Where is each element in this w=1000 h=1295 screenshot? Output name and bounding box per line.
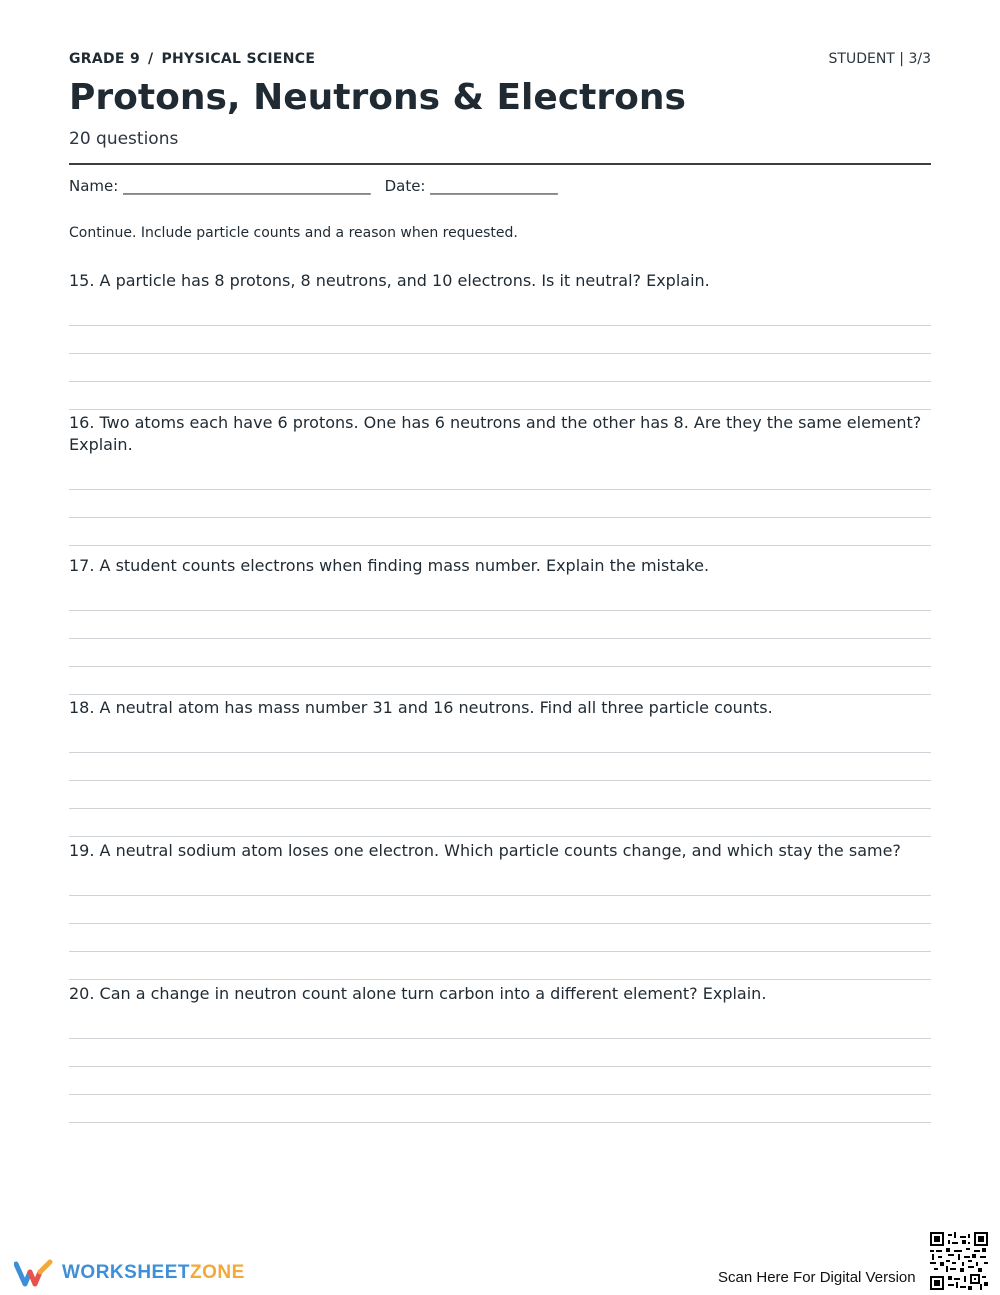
- student-fields: [69, 177, 931, 195]
- answer-line[interactable]: [69, 725, 931, 753]
- question-text: 16. Two atoms each have 6 protons. One has 6 neutrons and the other has 8. Are they the same element? Explain.: [69, 413, 922, 454]
- page-title: Protons, Neutrons & Electrons: [69, 77, 686, 118]
- question-text: 17. A student counts electrons when finding mass number. Explain the mistake.: [69, 556, 710, 575]
- question-19: [69, 840, 931, 980]
- answer-line[interactable]: [69, 1011, 931, 1039]
- answer-line[interactable]: [69, 490, 931, 518]
- question-18: [69, 697, 931, 837]
- header-bar: [69, 50, 931, 68]
- answer-line[interactable]: [69, 753, 931, 781]
- name-field[interactable]: Name: _________________________________: [69, 177, 371, 195]
- page-indicator: STUDENT | 3/3: [828, 51, 931, 67]
- answer-line[interactable]: [69, 809, 931, 837]
- answer-lines[interactable]: [69, 868, 931, 980]
- date-field[interactable]: Date: _________________: [384, 177, 558, 195]
- answer-line[interactable]: [69, 1095, 931, 1123]
- answer-line[interactable]: [69, 1067, 931, 1095]
- question-text: 15. A particle has 8 protons, 8 neutrons, and 10 electrons. Is it neutral? Explain.: [69, 271, 710, 290]
- answer-line[interactable]: [69, 781, 931, 809]
- answer-lines[interactable]: [69, 725, 931, 837]
- breadcrumb-separator: /: [148, 51, 154, 67]
- brand-logo[interactable]: [14, 1258, 245, 1288]
- answer-line[interactable]: [69, 924, 931, 952]
- brand-part-zone: ZONE: [190, 1262, 245, 1283]
- answer-line[interactable]: [69, 354, 931, 382]
- question-text: 19. A neutral sodium atom loses one electron. Which particle counts change, and which stay the same?: [69, 841, 901, 860]
- answer-lines[interactable]: [69, 583, 931, 695]
- answer-line[interactable]: [69, 583, 931, 611]
- brand-part-worksheet: WORKSHEET: [62, 1262, 190, 1283]
- answer-line[interactable]: [69, 611, 931, 639]
- answer-lines[interactable]: [69, 1011, 931, 1123]
- question-text: 20. Can a change in neutron count alone turn carbon into a different element? Explain.: [69, 984, 767, 1003]
- question-16: [69, 412, 931, 546]
- answer-line[interactable]: [69, 639, 931, 667]
- worksheet-page: [69, 50, 931, 241]
- subject-label: PHYSICAL SCIENCE: [161, 51, 316, 67]
- answer-line[interactable]: [69, 952, 931, 980]
- brand-name: [62, 1262, 245, 1284]
- answer-line[interactable]: [69, 462, 931, 490]
- answer-line[interactable]: [69, 667, 931, 695]
- instructions: Continue. Include particle counts and a reason when requested.: [69, 225, 518, 241]
- answer-line[interactable]: [69, 518, 931, 546]
- answer-lines[interactable]: [69, 298, 931, 410]
- answer-line[interactable]: [69, 868, 931, 896]
- answer-line[interactable]: [69, 1039, 931, 1067]
- answer-lines[interactable]: [69, 462, 931, 546]
- question-17: [69, 555, 931, 695]
- question-15: [69, 270, 931, 410]
- answer-line[interactable]: [69, 896, 931, 924]
- question-count: 20 questions: [69, 129, 179, 149]
- qr-code-icon[interactable]: [930, 1232, 988, 1290]
- question-text: 18. A neutral atom has mass number 31 and 16 neutrons. Find all three particle counts.: [69, 698, 773, 717]
- header-divider: [69, 163, 931, 165]
- answer-line[interactable]: [69, 382, 931, 410]
- grade-label: GRADE 9: [69, 51, 141, 67]
- worksheetzone-logo-icon: [14, 1258, 54, 1288]
- answer-line[interactable]: [69, 326, 931, 354]
- question-20: [69, 983, 931, 1123]
- breadcrumb: [69, 51, 315, 67]
- answer-line[interactable]: [69, 298, 931, 326]
- scan-caption: Scan Here For Digital Version: [718, 1269, 916, 1286]
